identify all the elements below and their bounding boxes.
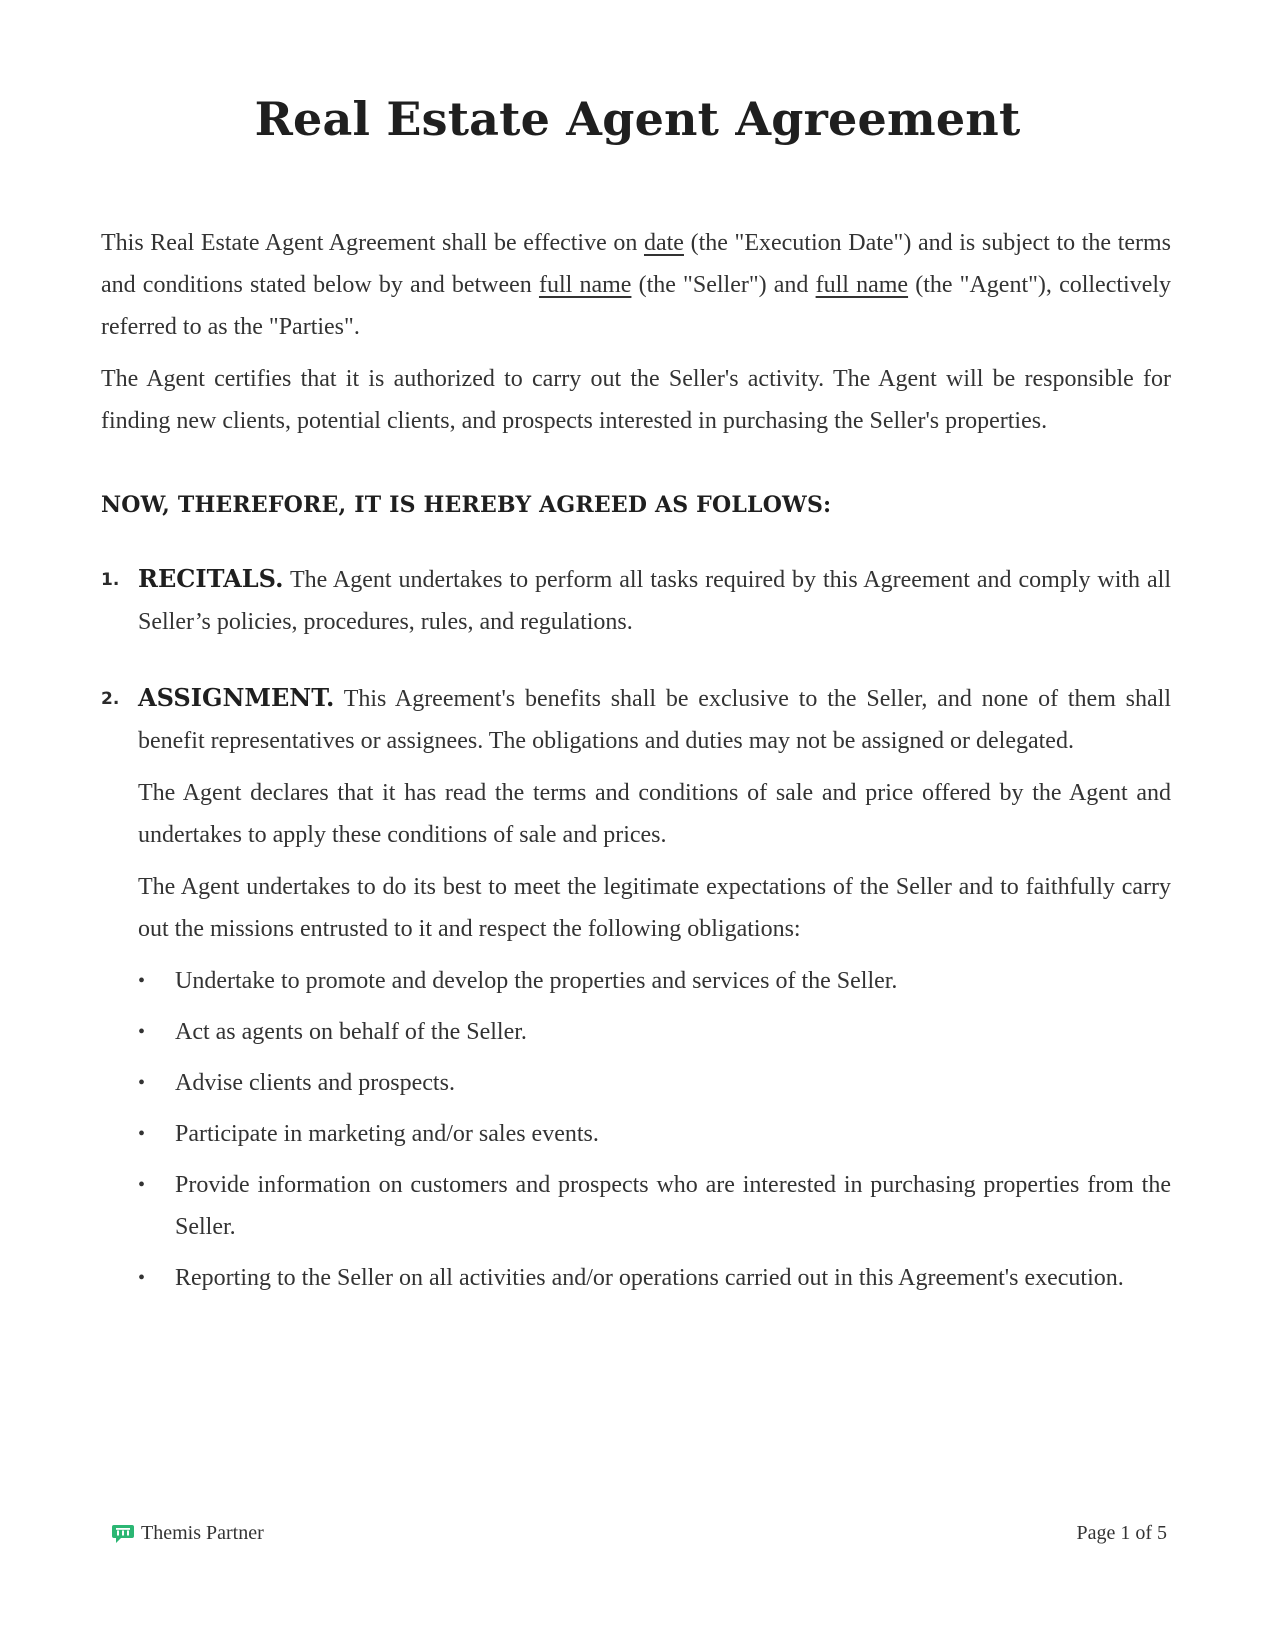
intro-paragraph-1 (101, 222, 1171, 348)
clause-number: 1. (101, 570, 120, 590)
bullet-icon: • (138, 1021, 146, 1043)
clause-title: RECITALS. (138, 564, 284, 593)
clause-paragraph: The Agent declares that it has read the terms and conditions of sale and price offered by the Agent and undertakes to apply these conditions of sale and prices. (138, 780, 1171, 848)
intro-paragraph-2: The Agent certifies that it is authorized to carry out the Seller's activity. The Agent will be responsible for finding new clients, potential clients, and prospects interested in purchasing the Seller's properties. (101, 366, 1171, 434)
obligations-list (138, 960, 1171, 1299)
page-number: Page 1 of 5 (1076, 1522, 1167, 1544)
intro-text: (the "Execution Date") and is subject to the terms and conditions stated below by and between (101, 230, 1172, 298)
clause-paragraph: The Agent undertakes to do its best to meet the legitimate expectations of the Seller and to faithfully carry out the missions entrusted to it and respect the following obligations: (138, 874, 1171, 942)
intro-text: (the "Agent"), collectively referred to as the "Parties". (101, 272, 1172, 340)
list-item-text: Participate in marketing and/or sales events. (175, 1121, 599, 1147)
execution-date-field[interactable]: date (643, 230, 684, 256)
clause-assignment (101, 677, 1171, 1299)
bullet-icon: • (138, 1123, 146, 1145)
list-item (138, 1011, 1171, 1053)
brand-name: Themis Partner (141, 1522, 264, 1544)
seller-name-field[interactable]: full name (538, 272, 632, 298)
document-body (101, 222, 1171, 1333)
list-item (138, 1164, 1171, 1248)
clause-recitals (101, 558, 1171, 643)
list-item-text: Reporting to the Seller on all activities and/or operations carried out in this Agreement's execution. (175, 1265, 1124, 1291)
bullet-icon: • (138, 970, 146, 992)
clause-paragraph (138, 677, 1171, 762)
list-item-text: Provide information on customers and prospects who are interested in purchasing properties from the Seller. (175, 1172, 1171, 1240)
bullet-icon: • (138, 1267, 146, 1289)
footer-brand[interactable] (111, 1522, 264, 1545)
clause-title: ASSIGNMENT. (138, 683, 335, 712)
list-item (138, 1257, 1171, 1299)
list-item (138, 1062, 1171, 1104)
bullet-icon: • (138, 1072, 146, 1094)
agent-name-field[interactable]: full name (815, 272, 909, 298)
list-item-text: Act as agents on behalf of the Seller. (175, 1019, 527, 1045)
list-item (138, 1113, 1171, 1155)
clause-text: This Agreement's benefits shall be exclusive to the Seller, and none of them shall benefit representatives or assignees. The obligations and duties may not be assigned or delegated. (138, 686, 1171, 754)
themis-logo-icon (111, 1523, 135, 1545)
list-item-text: Undertake to promote and develop the properties and services of the Seller. (175, 968, 898, 994)
clause-paragraph (138, 558, 1171, 643)
intro-text: This Real Estate Agent Agreement shall be effective on (101, 230, 644, 256)
clause-text: The Agent undertakes to perform all tasks required by this Agreement and comply with all Seller’s policies, procedures, rules, and regulations. (138, 567, 1171, 635)
clause-number: 2. (101, 689, 120, 709)
list-item-text: Advise clients and prospects. (175, 1070, 455, 1096)
list-item (138, 960, 1171, 1002)
bullet-icon: • (138, 1174, 146, 1196)
agreed-heading: NOW, THEREFORE, IT IS HEREBY AGREED AS FOLLOWS: (101, 492, 832, 518)
document-title: Real Estate Agent Agreement (254, 92, 1021, 146)
intro-text: (the "Seller") and (631, 272, 816, 298)
